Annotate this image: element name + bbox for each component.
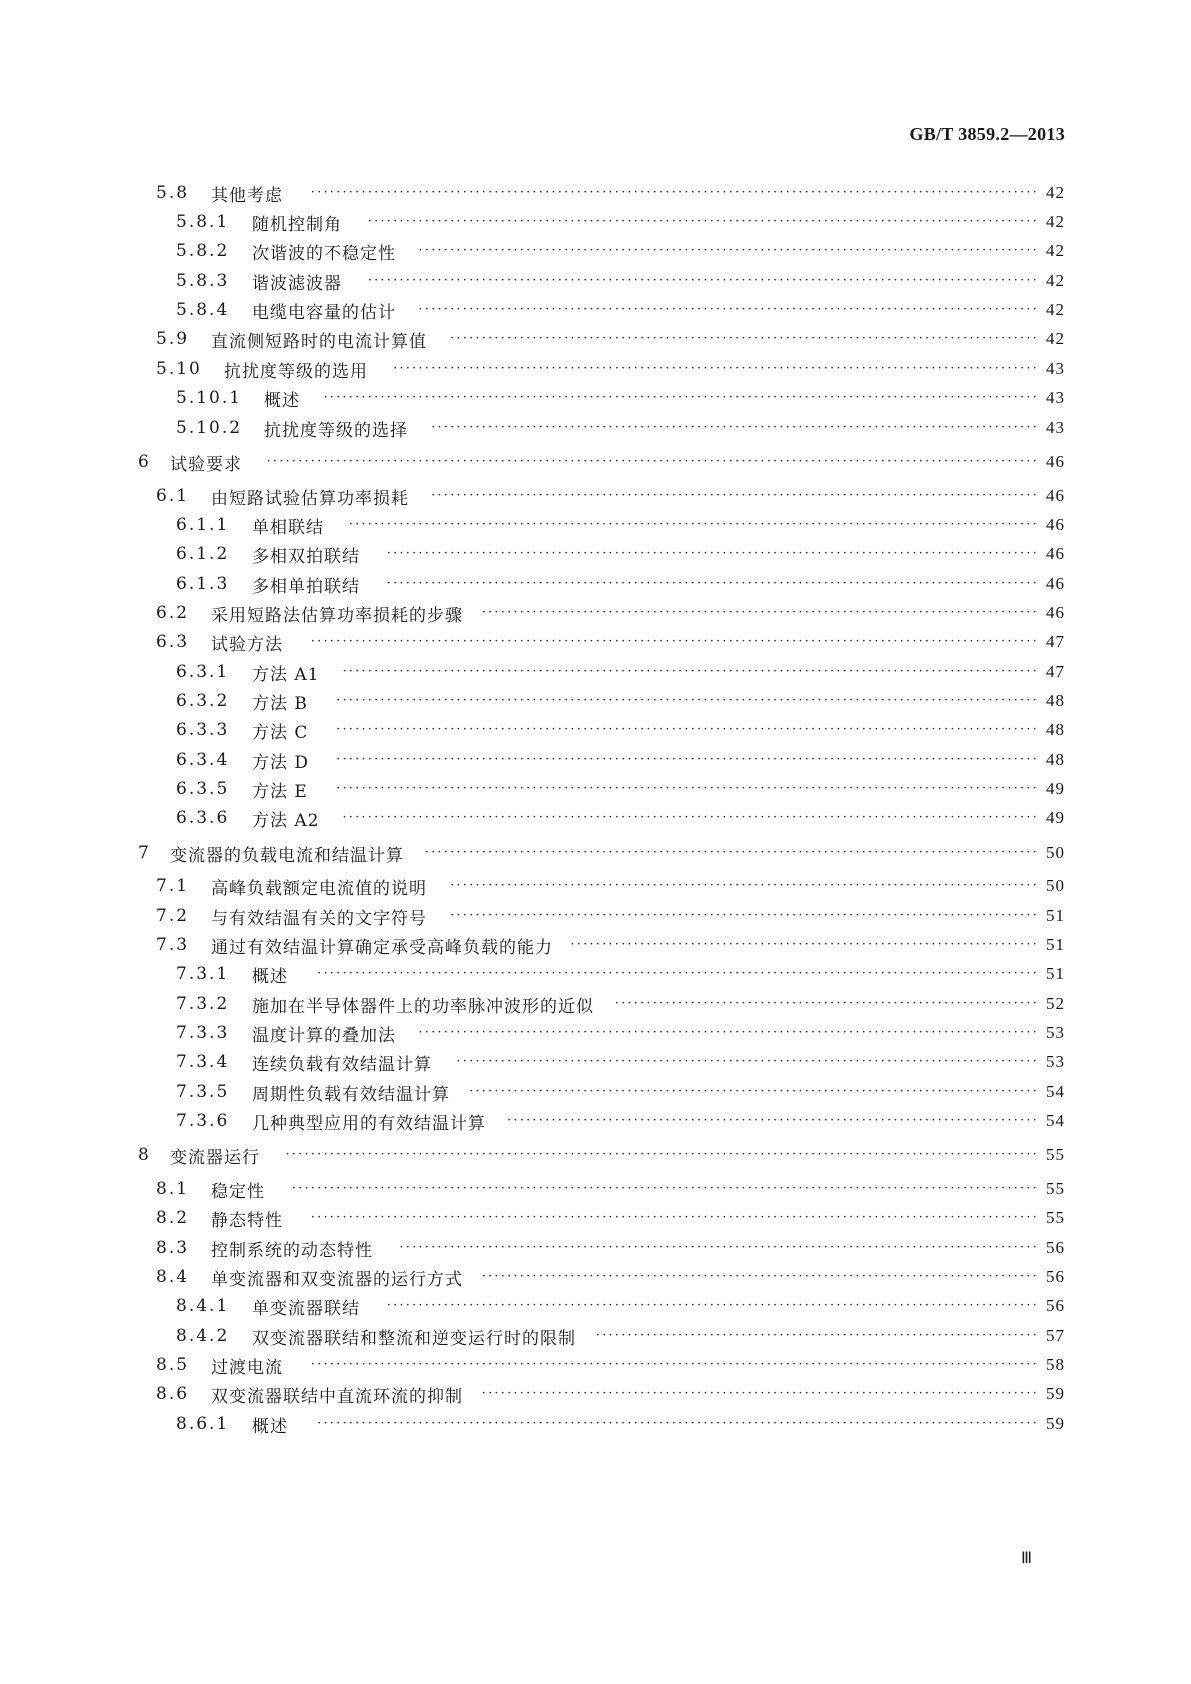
toc-entry-page: 59 <box>1046 1414 1065 1433</box>
page-number: Ⅲ <box>1020 1550 1033 1567</box>
toc-entry[interactable] <box>0 1106 1191 1136</box>
toc-entry-title: 次谐波的不稳定性 <box>252 243 396 264</box>
toc-entry-page: 42 <box>1046 271 1065 290</box>
toc-entry[interactable] <box>0 959 1191 989</box>
toc-entry-title: 试验方法 <box>211 634 283 655</box>
toc-entry-number: 7.1 <box>156 876 190 896</box>
toc-entry-title: 单变流器和双变流器的运行方式 <box>211 1269 463 1290</box>
toc-entry-page: 50 <box>1046 843 1065 862</box>
toc-entry-number: 8.2 <box>156 1208 190 1228</box>
toc-entry-number: 7.3.3 <box>176 1023 230 1043</box>
toc-entry-number: 8.1 <box>156 1179 190 1199</box>
toc-entry-number: 6.3.5 <box>176 779 230 799</box>
toc-leader-dots: ·············································································································· <box>342 810 1039 825</box>
toc-entry-title: 高峰负载额定电流值的说明 <box>211 878 427 899</box>
toc-leader-dots: ································································································· <box>424 845 1039 860</box>
toc-entry[interactable] <box>0 1174 1191 1204</box>
toc-entry-page: 52 <box>1046 994 1065 1013</box>
toc-entry-page: 55 <box>1046 1208 1065 1227</box>
toc-leader-dots: ·················································································································· <box>317 1416 1039 1431</box>
toc-entry-page: 47 <box>1046 662 1065 681</box>
toc-leader-dots: ·········································································· <box>570 937 1039 952</box>
toc-entry[interactable] <box>0 1018 1191 1048</box>
toc-entry-number: 5.10.2 <box>176 418 243 438</box>
toc-leader-dots: ··············································································································· <box>336 781 1039 796</box>
toc-entry-title: 变流器的负载电流和结温计算 <box>170 845 404 866</box>
toc-entry-title: 静态特性 <box>211 1210 283 1231</box>
toc-entry-page: 56 <box>1046 1296 1065 1315</box>
toc-entry[interactable] <box>0 838 1191 868</box>
toc-entry-page: 50 <box>1046 876 1065 895</box>
toc-entry-title: 方法 B <box>252 693 308 714</box>
toc-entry-number: 7.3.1 <box>176 964 230 984</box>
toc-entry[interactable] <box>0 1379 1191 1409</box>
toc-entry-title: 概述 <box>252 966 288 987</box>
toc-entry-page: 42 <box>1046 183 1065 202</box>
toc-entry[interactable] <box>0 1047 1191 1077</box>
toc-leader-dots: ················································································································· <box>323 390 1039 405</box>
toc-entry[interactable] <box>0 1350 1191 1380</box>
toc-entry-number: 6.1.1 <box>176 515 230 535</box>
toc-entry-page: 54 <box>1046 1111 1065 1130</box>
toc-entry-title: 连续负载有效结温计算 <box>252 1054 432 1075</box>
toc-entry-page: 59 <box>1046 1384 1065 1403</box>
toc-entry-title: 谐波滤波器 <box>252 273 342 294</box>
toc-entry[interactable] <box>0 598 1191 628</box>
toc-entry-number: 6.3.4 <box>176 750 230 770</box>
toc-entry-page: 46 <box>1046 574 1065 593</box>
toc-entry[interactable] <box>0 178 1191 208</box>
toc-entry-title: 抗扰度等级的选择 <box>264 420 408 441</box>
toc-entry-title: 双变流器联结和整流和逆变运行时的限制 <box>252 1328 576 1349</box>
toc-entry-page: 42 <box>1046 212 1065 231</box>
toc-leader-dots: ·········································································································· <box>367 214 1039 229</box>
toc-entry[interactable] <box>0 627 1191 657</box>
toc-entry[interactable] <box>0 207 1191 237</box>
toc-entry[interactable] <box>0 1291 1191 1321</box>
toc-leader-dots: ····························································································· <box>450 331 1039 346</box>
toc-leader-dots: ·································································································· <box>418 243 1039 258</box>
toc-entry-page: 51 <box>1046 964 1065 983</box>
document-code: GB/T 3859.2—2013 <box>909 124 1065 144</box>
toc-entry[interactable] <box>0 901 1191 931</box>
toc-entry-number: 7.3.6 <box>176 1111 230 1131</box>
toc-entry-page: 55 <box>1046 1179 1065 1198</box>
toc-entry-page: 49 <box>1046 779 1065 798</box>
toc-entry-number: 6.1 <box>156 486 190 506</box>
toc-entry-number: 7.3.5 <box>176 1082 230 1102</box>
toc-entry-title: 单变流器联结 <box>252 1298 360 1319</box>
toc-entry-title: 由短路试验估算功率损耗 <box>211 488 409 509</box>
toc-leader-dots: ······················································································································ <box>291 1181 1039 1196</box>
toc-entry-number: 6.2 <box>156 603 190 623</box>
toc-leader-dots: ························································································ <box>481 1269 1039 1284</box>
toc-entry-page: 56 <box>1046 1267 1065 1286</box>
toc-entry-page: 47 <box>1046 632 1065 651</box>
toc-leader-dots: ··················································································································· <box>310 1210 1039 1225</box>
toc-entry-page: 51 <box>1046 906 1065 925</box>
toc-entry-number: 5.8 <box>156 183 190 203</box>
toc-entry-page: 42 <box>1046 329 1065 348</box>
toc-leader-dots: ·············································································································· <box>342 664 1039 679</box>
toc-entry-title: 控制系统的动态特性 <box>211 1240 373 1261</box>
toc-entry-number: 8.3 <box>156 1238 190 1258</box>
toc-entry-number: 6 <box>138 452 151 472</box>
toc-entry-title: 直流侧短路时的电流计算值 <box>211 331 427 352</box>
toc-leader-dots: ························································································ <box>481 1386 1039 1401</box>
toc-entry-number: 5.8.4 <box>176 300 230 320</box>
toc-entry-title: 抗扰度等级的选用 <box>224 361 368 382</box>
toc-entry-number: 5.8.3 <box>176 271 230 291</box>
toc-entry[interactable] <box>0 354 1191 384</box>
toc-entry-number: 5.10.1 <box>176 388 243 408</box>
toc-leader-dots: ······································································································· <box>386 1298 1039 1313</box>
toc-entry[interactable] <box>0 447 1191 477</box>
toc-entry-number: 8.6.1 <box>176 1414 230 1434</box>
toc-leader-dots: ······································································································· <box>386 576 1039 591</box>
toc-entry-page: 46 <box>1046 452 1065 471</box>
toc-entry-number: 8 <box>138 1145 151 1165</box>
toc-entry[interactable] <box>0 266 1191 296</box>
toc-entry-title: 多相单拍联结 <box>252 576 360 597</box>
toc-entry[interactable] <box>0 569 1191 599</box>
toc-entry-number: 6.3.3 <box>176 720 230 740</box>
toc-entry[interactable] <box>0 657 1191 687</box>
toc-entry[interactable] <box>0 1321 1191 1351</box>
toc-entry-title: 变流器运行 <box>170 1147 260 1168</box>
toc-leader-dots: ························································································ <box>481 605 1039 620</box>
toc-entry-page: 54 <box>1046 1082 1065 1101</box>
toc-entry[interactable] <box>0 1077 1191 1107</box>
toc-entry-number: 8.6 <box>156 1384 190 1404</box>
toc-entry-page: 43 <box>1046 418 1065 437</box>
toc-leader-dots: ·································································································· <box>418 302 1039 317</box>
toc-leader-dots: ······································································ <box>595 1328 1039 1343</box>
toc-entry[interactable] <box>0 236 1191 266</box>
toc-entry-title: 单相联结 <box>252 517 324 538</box>
toc-entry-number: 7 <box>138 843 151 863</box>
toc-entry[interactable] <box>0 774 1191 804</box>
toc-entry-page: 46 <box>1046 603 1065 622</box>
toc-entry-page: 53 <box>1046 1023 1065 1042</box>
toc-entry[interactable] <box>0 1233 1191 1263</box>
toc-entry-title: 随机控制角 <box>252 214 342 235</box>
toc-entry[interactable] <box>0 539 1191 569</box>
toc-leader-dots: ··············································································································· <box>336 752 1039 767</box>
toc-entry-title: 电缆电容量的估计 <box>252 302 396 323</box>
toc-entry-title: 采用短路法估算功率损耗的步骤 <box>211 605 463 626</box>
toc-leader-dots: ··················································································································· <box>310 185 1039 200</box>
toc-entry-page: 43 <box>1046 388 1065 407</box>
toc-leader-dots: ····························································································· <box>450 878 1039 893</box>
toc-entry-title: 概述 <box>252 1416 288 1437</box>
toc-leader-dots: ····························································································· <box>450 908 1039 923</box>
toc-leader-dots: ·························································································· <box>469 1084 1039 1099</box>
toc-leader-dots: ··································································· <box>614 996 1039 1011</box>
toc-leader-dots: ····································································································· <box>399 1240 1039 1255</box>
toc-entry[interactable] <box>0 686 1191 716</box>
toc-entry[interactable] <box>0 871 1191 901</box>
toc-entry-title: 双变流器联结中直流环流的抑制 <box>211 1386 463 1407</box>
toc-entry-number: 7.3 <box>156 935 190 955</box>
toc-entry-title: 方法 A2 <box>252 810 320 831</box>
toc-leader-dots: ·························································································································· <box>266 454 1039 469</box>
toc-entry-number: 5.8.2 <box>176 241 230 261</box>
toc-leader-dots: ···················································································· <box>507 1113 1039 1128</box>
toc-leader-dots: ······················································································································· <box>285 1147 1039 1162</box>
toc-entry-page: 42 <box>1046 241 1065 260</box>
toc-entry-number: 6.3.2 <box>176 691 230 711</box>
toc-leader-dots: ······································································································· <box>386 546 1039 561</box>
toc-leader-dots: ······································································································ <box>393 361 1039 376</box>
toc-entry[interactable] <box>0 383 1191 413</box>
toc-entry-number: 7.3.2 <box>176 994 230 1014</box>
toc-entry[interactable] <box>0 1203 1191 1233</box>
toc-entry-title: 稳定性 <box>211 1181 265 1202</box>
toc-entry-title: 周期性负载有效结温计算 <box>252 1084 450 1105</box>
toc-entry-page: 55 <box>1046 1145 1065 1164</box>
toc-entry-number: 8.4 <box>156 1267 190 1287</box>
toc-leader-dots: ··················································································································· <box>310 634 1039 649</box>
toc-entry[interactable] <box>0 510 1191 540</box>
toc-entry-number: 6.1.3 <box>176 574 230 594</box>
toc-entry[interactable] <box>0 1262 1191 1292</box>
toc-entry-page: 53 <box>1046 1052 1065 1071</box>
toc-entry-title: 与有效结温有关的文字符号 <box>211 908 427 929</box>
toc-leader-dots: ··············································································································· <box>336 722 1039 737</box>
toc-entry-number: 5.8.1 <box>176 212 230 232</box>
toc-entry[interactable] <box>0 295 1191 325</box>
toc-entry[interactable] <box>0 413 1191 443</box>
toc-leader-dots: ··············································································································· <box>336 693 1039 708</box>
toc-leader-dots: ·················································································································· <box>317 966 1039 981</box>
toc-leader-dots: ·································································································· <box>418 1025 1039 1040</box>
toc-entry-title: 施加在半导体器件上的功率脉冲波形的近似 <box>252 996 594 1017</box>
toc-entry-title: 通过有效结温计算确定承受高峰负载的能力 <box>211 937 553 958</box>
toc-leader-dots: ···························································································· <box>456 1054 1039 1069</box>
toc-entry-title: 多相双拍联结 <box>252 546 360 567</box>
toc-entry[interactable] <box>0 803 1191 833</box>
toc-entry-page: 57 <box>1046 1326 1065 1345</box>
toc-entry-number: 8.4.2 <box>176 1326 230 1346</box>
toc-entry-title: 概述 <box>264 390 300 411</box>
toc-entry-number: 6.3.1 <box>176 662 230 682</box>
toc-entry-page: 42 <box>1046 300 1065 319</box>
toc-entry[interactable] <box>0 930 1191 960</box>
toc-entry-number: 6.3.6 <box>176 808 230 828</box>
toc-entry-number: 5.9 <box>156 329 190 349</box>
toc-entry[interactable] <box>0 481 1191 511</box>
toc-entry-number: 6.3 <box>156 632 190 652</box>
toc-entry-page: 46 <box>1046 486 1065 505</box>
toc-entry-title: 试验要求 <box>170 454 242 475</box>
toc-entry[interactable] <box>0 715 1191 745</box>
toc-entry-title: 方法 A1 <box>252 664 320 685</box>
toc-entry-page: 46 <box>1046 544 1065 563</box>
toc-entry-title: 方法 C <box>252 722 309 743</box>
toc-entry-page: 43 <box>1046 359 1065 378</box>
toc-entry-title: 温度计算的叠加法 <box>252 1025 396 1046</box>
toc-entry-number: 7.3.4 <box>176 1052 230 1072</box>
toc-entry-title: 过渡电流 <box>211 1357 283 1378</box>
toc-entry-page: 56 <box>1046 1238 1065 1257</box>
toc-entry-page: 48 <box>1046 691 1065 710</box>
toc-entry-title: 其他考虑 <box>211 185 283 206</box>
toc-entry[interactable] <box>0 324 1191 354</box>
toc-entry-page: 46 <box>1046 515 1065 534</box>
toc-leader-dots: ············································································································· <box>348 517 1039 532</box>
toc-entry-title: 几种典型应用的有效结温计算 <box>252 1113 486 1134</box>
toc-entry-page: 48 <box>1046 750 1065 769</box>
toc-entry[interactable] <box>0 1140 1191 1170</box>
toc-leader-dots: ··················································································································· <box>310 1357 1039 1372</box>
toc-entry-page: 51 <box>1046 935 1065 954</box>
toc-entry-title: 方法 D <box>252 752 310 773</box>
toc-entry[interactable] <box>0 745 1191 775</box>
toc-entry-page: 58 <box>1046 1355 1065 1374</box>
toc-entry-number: 5.10 <box>156 359 202 379</box>
toc-entry-title: 方法 E <box>252 781 308 802</box>
toc-leader-dots: ································································································ <box>431 420 1039 435</box>
toc-entry-number: 6.1.2 <box>176 544 230 564</box>
toc-entry-number: 7.2 <box>156 906 190 926</box>
toc-entry[interactable] <box>0 989 1191 1019</box>
toc-entry-page: 49 <box>1046 808 1065 827</box>
toc-entry-number: 8.5 <box>156 1355 190 1375</box>
toc-entry-page: 48 <box>1046 720 1065 739</box>
toc-leader-dots: ································································································ <box>431 488 1039 503</box>
toc-entry-number: 8.4.1 <box>176 1296 230 1316</box>
toc-entry[interactable] <box>0 1409 1191 1439</box>
toc-leader-dots: ·········································································································· <box>367 273 1039 288</box>
